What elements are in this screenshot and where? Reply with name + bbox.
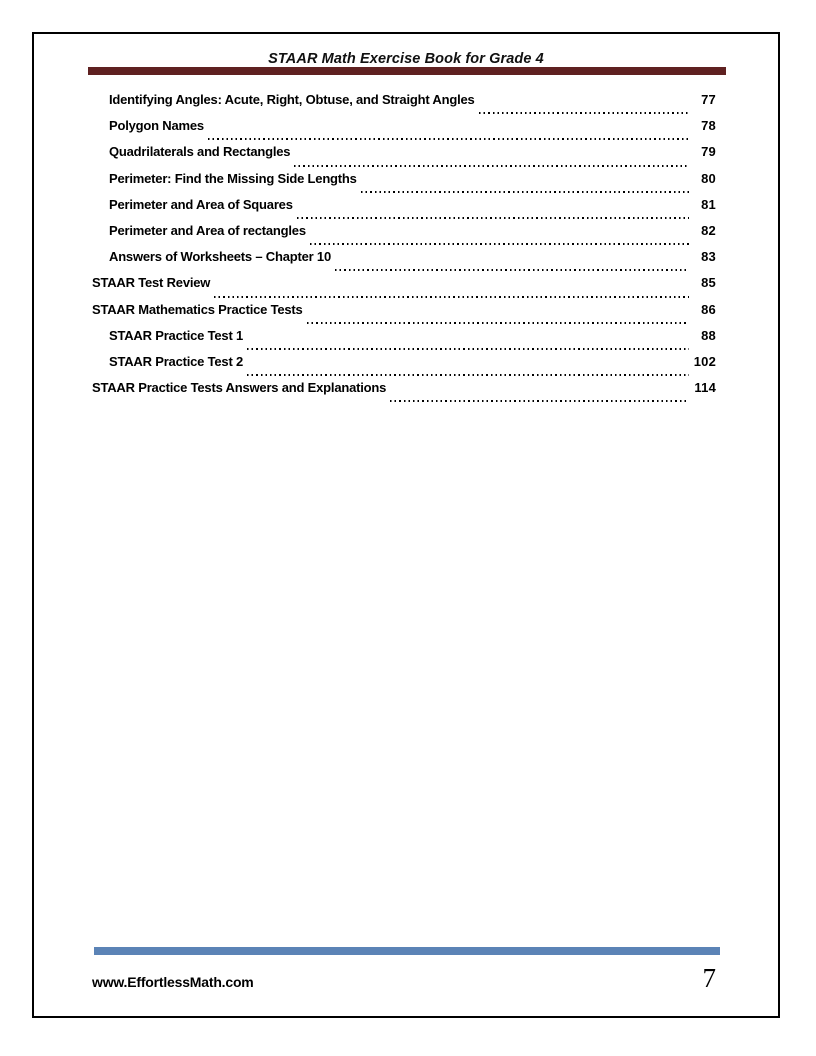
toc-entry-title: STAAR Practice Test 1 (109, 327, 244, 343)
toc-entry (92, 275, 716, 301)
page-footer (92, 963, 716, 994)
toc-entry (92, 144, 716, 170)
toc-leader-dots (297, 216, 689, 219)
toc-entry (92, 328, 716, 354)
table-of-contents (92, 92, 716, 406)
footer-rule (94, 947, 720, 955)
toc-page-number: 86 (701, 301, 716, 317)
toc-leader-dots (208, 137, 689, 140)
toc-entry (92, 92, 716, 118)
toc-page-number: 79 (701, 144, 716, 160)
toc-entry-title: STAAR Mathematics Practice Tests (92, 301, 303, 317)
toc-leader-dots (294, 164, 689, 167)
toc-page-number: 78 (701, 118, 716, 134)
toc-entry-title: Quadrilaterals and Rectangles (109, 144, 291, 160)
page-border (32, 32, 780, 1018)
toc-leader-dots (307, 321, 689, 324)
toc-page-number: 83 (701, 249, 716, 265)
toc-page-number: 82 (701, 222, 716, 238)
toc-leader-dots (390, 399, 689, 402)
toc-leader-dots (247, 373, 689, 376)
toc-page-number: 77 (701, 92, 716, 107)
toc-leader-dots (247, 347, 689, 350)
toc-leader-dots (214, 295, 689, 298)
toc-leader-dots (361, 190, 689, 193)
toc-entry (92, 354, 716, 380)
toc-entry-title: STAAR Test Review (92, 275, 211, 291)
toc-entry (92, 249, 716, 275)
toc-entry-title: STAAR Practice Tests Answers and Explanations (92, 380, 387, 396)
page-number: 7 (702, 963, 716, 993)
toc-page-number: 81 (701, 196, 716, 212)
toc-leader-dots (335, 268, 689, 271)
toc-entry-title: Perimeter: Find the Missing Side Lengths (109, 170, 357, 186)
toc-leader-dots (479, 111, 689, 114)
toc-entry (92, 302, 716, 328)
toc-entry (92, 171, 716, 197)
toc-leader-dots (310, 242, 689, 245)
toc-entry-title: STAAR Practice Test 2 (109, 353, 244, 369)
toc-entry-title: Identifying Angles: Acute, Right, Obtuse, and Straight Angles (109, 92, 475, 107)
toc-entry-title: Perimeter and Area of rectangles (109, 222, 306, 238)
toc-page-number: 102 (693, 353, 716, 369)
toc-entry (92, 223, 716, 249)
book-title: STAAR Math Exercise Book for Grade 4 (268, 51, 544, 67)
toc-entry-title: Perimeter and Area of Squares (109, 196, 293, 212)
toc-page-number: 85 (701, 275, 716, 291)
toc-entry (92, 380, 716, 406)
toc-page-number: 88 (701, 327, 716, 343)
toc-page-number: 114 (694, 380, 716, 396)
toc-entry (92, 197, 716, 223)
website-url: www.EffortlessMath.com (92, 974, 254, 990)
toc-entry (92, 118, 716, 144)
header-rule (88, 67, 726, 75)
toc-entry-title: Polygon Names (109, 118, 204, 134)
toc-page-number: 80 (701, 170, 716, 186)
toc-entry-title: Answers of Worksheets – Chapter 10 (109, 249, 331, 265)
